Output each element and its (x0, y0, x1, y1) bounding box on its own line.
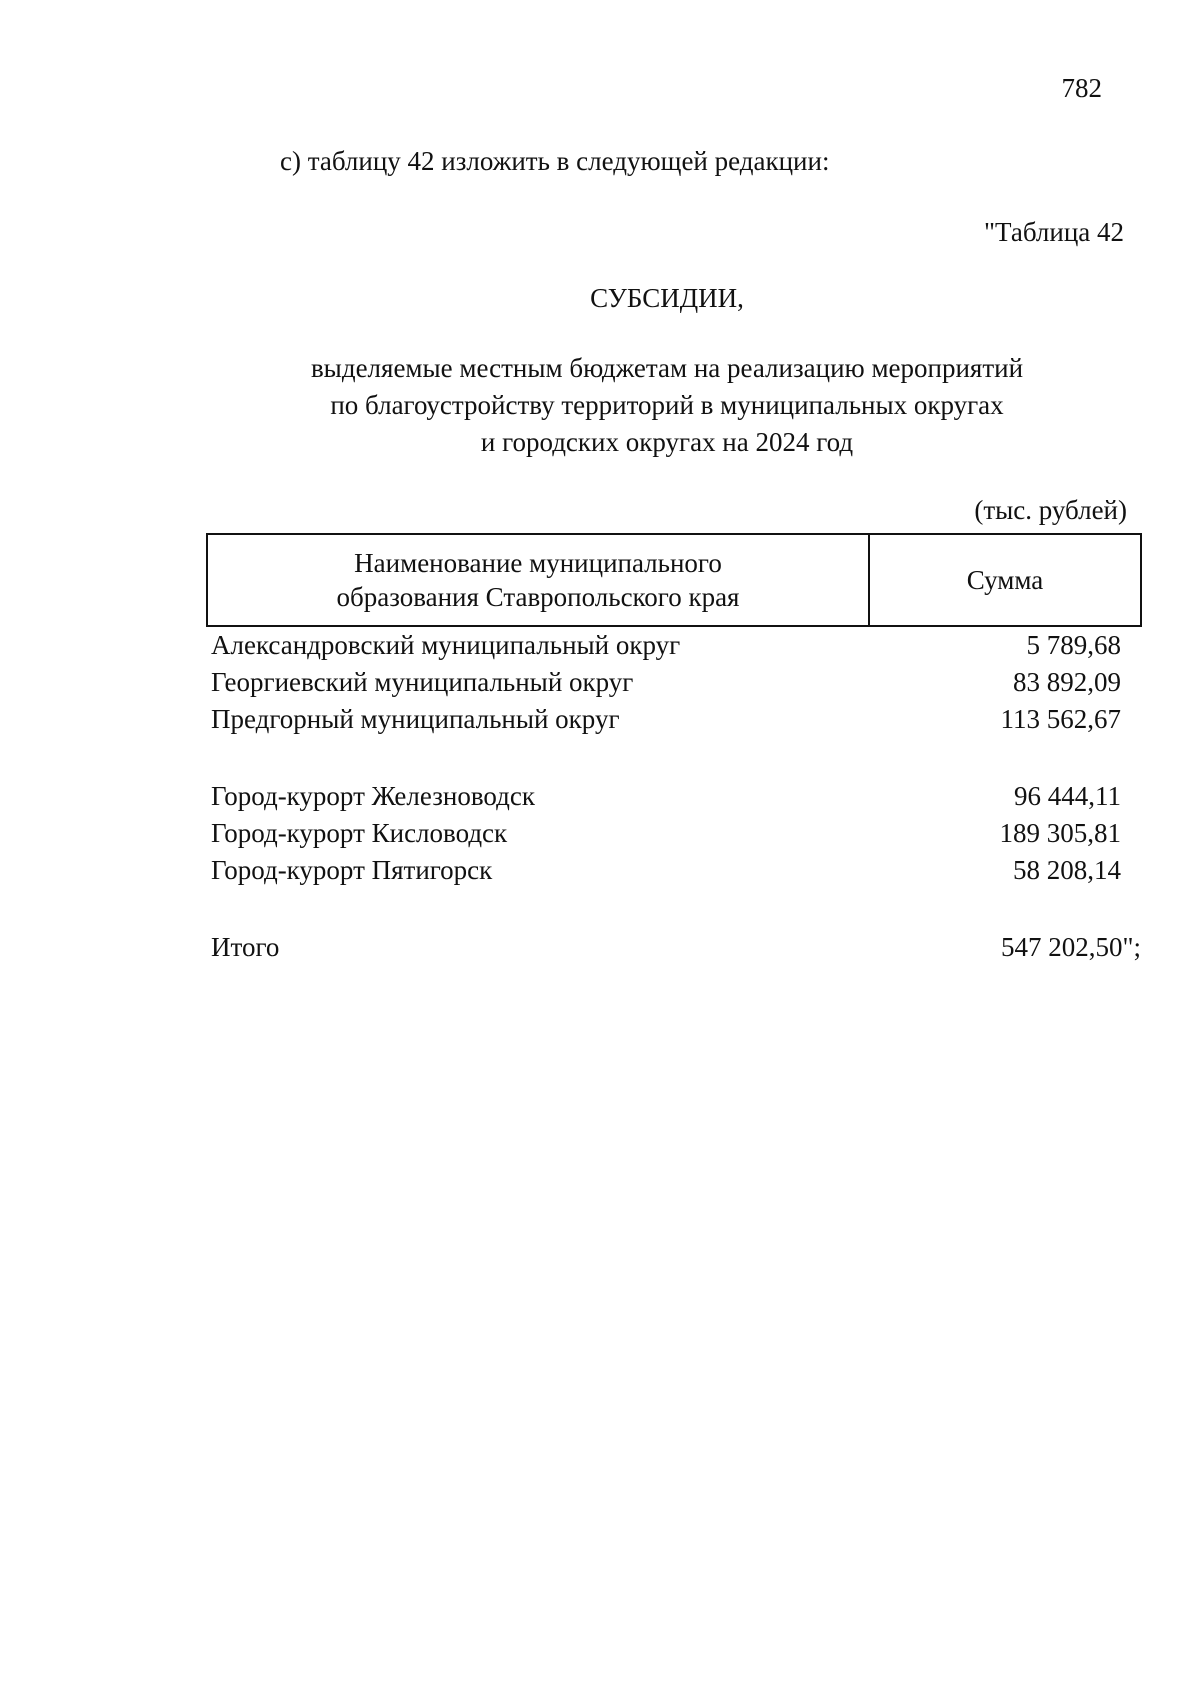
subsidy-table (206, 533, 1142, 966)
municipality-name: Георгиевский муниципальный округ (211, 667, 634, 697)
total-row (207, 929, 1141, 966)
table-row (207, 815, 1141, 852)
total-amount: 547 202,50"; (1000, 932, 1141, 962)
intro-line: с) таблицу 42 изложить в следующей редакции: (280, 146, 830, 176)
municipality-name: Город-курорт Железноводск (211, 781, 535, 811)
table-row (207, 664, 1141, 701)
subsidy-amount: 5 789,68 (1026, 630, 1121, 660)
subsidy-amount: 58 208,14 (1013, 855, 1121, 885)
table-row (207, 701, 1141, 738)
subtitle-line: по благоустройству территорий в муниципальных округах (330, 390, 1004, 420)
group-spacer (207, 889, 1141, 929)
header-sum: Сумма (869, 534, 1141, 626)
units-note: (тыс. рублей) (974, 495, 1127, 525)
subtitle-line: выделяемые местным бюджетам на реализацию мероприятий (310, 353, 1024, 383)
subsidy-amount: 96 444,11 (1014, 781, 1121, 811)
header-name-line: Наименование муниципального (354, 548, 722, 578)
municipality-name: Александровский муниципальный округ (211, 630, 681, 660)
document-title: СУБСИДИИ, (590, 283, 744, 313)
header-name-line: образования Ставропольского края (336, 582, 740, 612)
header-municipality-name (207, 534, 869, 626)
table-row (207, 778, 1141, 815)
table-row (207, 626, 1141, 664)
document-subtitle (0, 350, 1200, 461)
municipality-name: Предгорный муниципальный округ (211, 704, 620, 734)
total-label: Итого (211, 932, 280, 962)
subsidy-amount: 83 892,09 (1013, 667, 1121, 697)
subtitle-line: и городских округах на 2024 год (480, 427, 854, 457)
municipality-name: Город-курорт Кисловодск (211, 818, 508, 848)
municipality-name: Город-курорт Пятигорск (211, 855, 493, 885)
subsidy-amount: 113 562,67 (1000, 704, 1121, 734)
table-row (207, 852, 1141, 889)
page-number: 782 (1061, 73, 1102, 103)
subsidy-amount: 189 305,81 (999, 818, 1121, 848)
table-reference: "Таблица 42 (984, 217, 1124, 247)
table-header-row (207, 534, 1141, 626)
group-spacer (207, 738, 1141, 778)
